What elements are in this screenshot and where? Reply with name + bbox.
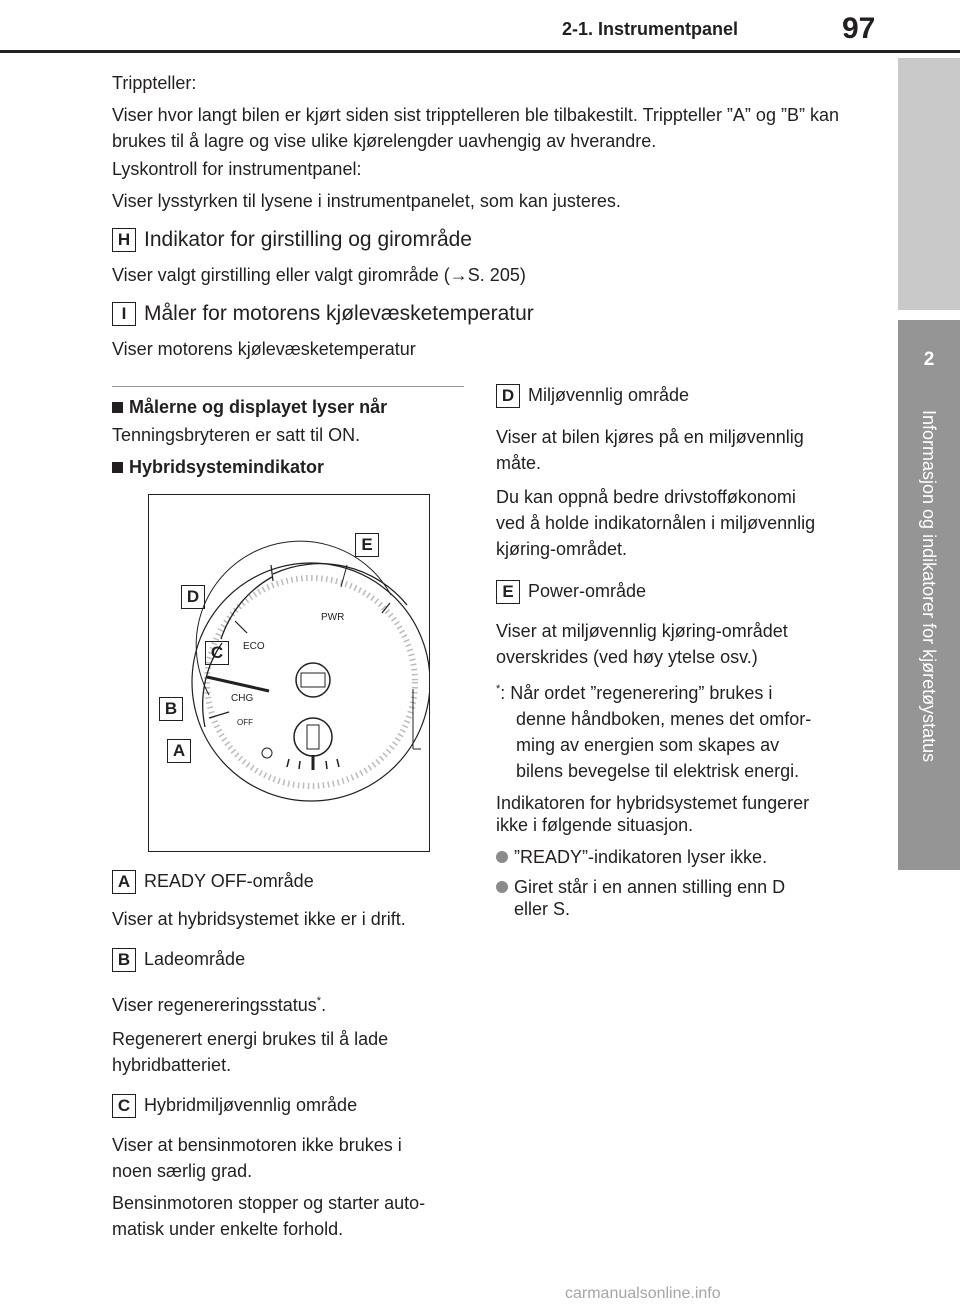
side-tab-upper — [898, 58, 960, 310]
page-header — [0, 0, 960, 58]
d-text2: Du kan oppnå bedre drivstofføkonomi ved å holde indikatornålen i miljøvennlig kjøring-området. — [496, 487, 816, 559]
hybrid-indicator-figure — [148, 494, 430, 852]
h-section-text: Viser valgt girstilling eller valgt girområde (→S. 205) — [112, 265, 526, 285]
c-heading: C Hybridmiljøvennlig område — [112, 1092, 357, 1118]
hybrid-gauge-illustration — [149, 495, 429, 851]
bullet-dot-icon — [496, 851, 508, 863]
bullet-dot-icon — [496, 881, 508, 893]
chapter-title: Informasjon og indikatorer for kjøretøystatus — [919, 410, 939, 763]
bullet-item: Giret står i en annen stilling enn D eller S. — [496, 876, 785, 920]
b-text: Viser regenereringsstatus*. — [112, 995, 327, 1015]
callout-d: D — [181, 585, 205, 609]
section-title: 2-1. Instrumentpanel — [562, 19, 739, 39]
section-divider — [112, 386, 464, 387]
off-label: OFF — [237, 718, 253, 727]
lightcontrol-text: Viser lysstyrken til lysene i instrumentpanelet, som kan justeres. — [112, 191, 621, 211]
tripmeter-label: Trippteller: — [112, 73, 197, 93]
d-heading: D Miljøvennlig område — [496, 382, 689, 408]
lit-heading: Målerne og displayet lyser når — [112, 394, 387, 420]
square-bullet-icon — [112, 462, 123, 473]
header-rule — [0, 50, 960, 53]
c-text2: Bensinmotoren stopper og starter auto- matisk under enkelte forhold. — [112, 1193, 426, 1239]
c-text1: Viser at bensinmotoren ikke brukes i noen særlig grad. — [112, 1135, 402, 1181]
b-label-box: B — [112, 948, 136, 972]
a-label-box: A — [112, 870, 136, 894]
e-label-box: E — [496, 580, 520, 604]
h-label-box: H — [112, 228, 136, 252]
d-label-box: D — [496, 384, 520, 408]
i-label-box: I — [112, 302, 136, 326]
page-number: 97 — [842, 12, 876, 45]
d-text1: Viser at bilen kjøres på en miljøvennlig måte. — [496, 427, 804, 473]
c-label-box: C — [112, 1094, 136, 1118]
watermark[interactable]: carmanualsonline.info — [565, 1285, 721, 1302]
b-heading: B Ladeområde — [112, 946, 245, 972]
square-bullet-icon — [112, 402, 123, 413]
i-section-heading — [112, 302, 534, 326]
lightcontrol-label: Lyskontroll for instrumentpanel: — [112, 159, 362, 179]
footnote: *: Når ordet ”regenerering” brukes i denne håndboken, menes det omfor- ming av energien som skapes av bilens bevegelse til elektrisk energi. — [496, 683, 812, 781]
e-heading: E Power-område — [496, 578, 646, 604]
e-text: Viser at miljøvennlig kjøring-området overskrides (ved høy ytelse osv.) — [496, 621, 788, 667]
callout-a: A — [167, 739, 191, 763]
chg-label: CHG — [231, 693, 254, 704]
h-section-title: Indikator for girstilling og girområde — [144, 228, 472, 251]
i-section-text: Viser motorens kjølevæsketemperatur — [112, 339, 416, 359]
lit-text: Tenningsbryteren er satt til ON. — [112, 425, 361, 445]
i-section-title: Måler for motorens kjølevæsketemperatur — [144, 302, 534, 325]
conditions-intro: Indikatoren for hybridsystemet fungerer ikke i følgende situasjon. — [496, 793, 810, 835]
eco-label: ECO — [243, 641, 265, 652]
pwr-label: PWR — [321, 612, 345, 623]
callout-c: C — [205, 641, 229, 665]
tripmeter-text: Viser hvor langt bilen er kjørt siden sist tripptelleren ble tilbakestilt. Trippteller ”A” og ”B” kan brukes til å lagre og vise ulike kjørelengder uavhengig av hverandre. — [112, 105, 839, 151]
b-text2: Regenerert energi brukes til å lade hybridbatteriet. — [112, 1029, 389, 1075]
a-heading: A READY OFF-område — [112, 868, 314, 894]
h-section-heading — [112, 228, 472, 252]
hybrid-indicator-heading: Hybridsystemindikator — [112, 454, 324, 480]
callout-e: E — [355, 533, 379, 557]
bullet-item: ”READY”-indikatoren lyser ikke. — [496, 844, 767, 870]
callout-b: B — [159, 697, 183, 721]
chapter-number-tab[interactable]: 2 — [898, 320, 960, 400]
a-text: Viser at hybridsystemet ikke er i drift. — [112, 909, 406, 929]
